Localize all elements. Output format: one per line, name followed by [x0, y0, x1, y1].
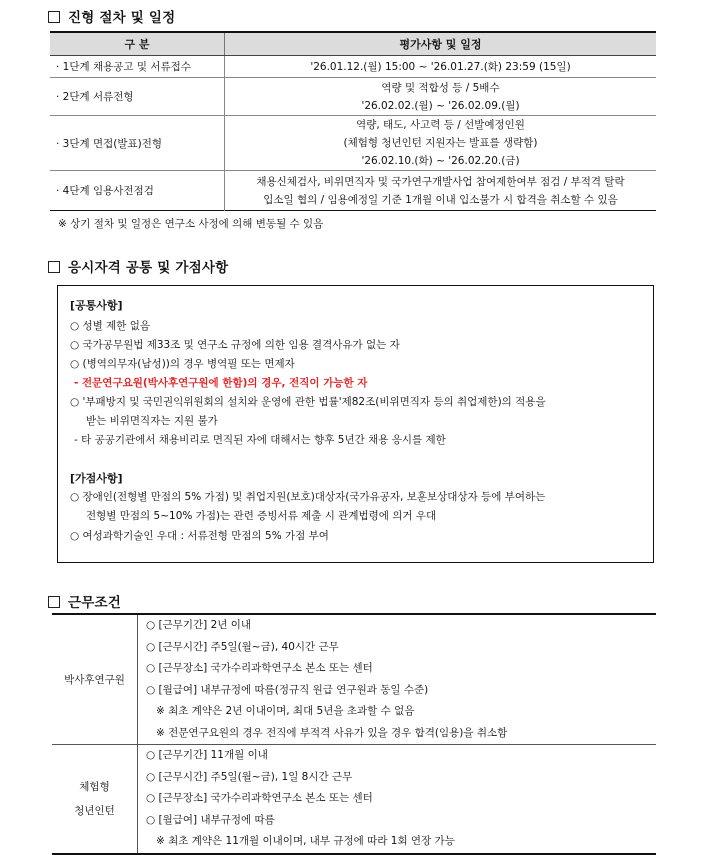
bonus-item: ○ 장애인(전형별 만점의 5% 가점) 및 취업지원(보호)대상자(국가유공자, 보훈보상대상자 등에 부여하는: [70, 491, 546, 503]
header-details: 평가사항 및 일정: [225, 32, 657, 56]
condition-line: ○ [월급여] 내부규정에 따름(정규직 원급 연구원과 동일 수준): [146, 683, 429, 696]
section1-title-text: 진형 절차 및 일정: [68, 10, 176, 26]
condition-line: ○ [근무기간] 11개월 이내: [146, 749, 268, 761]
condition-line: ○ [근무기간] 2년 이내: [146, 619, 252, 631]
section2-title-text: 응시자격 공통 및 가점사항: [68, 260, 229, 276]
table-row: [50, 171, 656, 211]
common-item: ○ '부패방지 및 국민권익위원회의 설치와 운영에 관한 법률'제82조(비위면직자 등의 취업제한)의 적용을: [70, 396, 546, 408]
square-bullet-icon: [48, 11, 60, 23]
condition-note: ※ 전문연구요원의 경우 전직에 부적격 사유가 있을 경우 합격(임용)을 취소함: [156, 726, 508, 739]
details-line: 역량, 태도, 사고력 등 / 선발예정인원: [356, 119, 525, 131]
condition-note: ※ 최초 계약은 11개월 이내이며, 내부 규정에 따라 1회 연장 가능: [156, 835, 455, 847]
details-line: (체험형 청년인턴 지원자는 발표를 생략함): [343, 137, 538, 149]
condition-note: ※ 최초 계약은 2년 이내이며, 최대 5년을 초과할 수 없음: [156, 705, 415, 717]
requirements-box: [57, 285, 654, 563]
process-table: [50, 31, 656, 211]
square-bullet-icon: [48, 596, 60, 608]
stage-cell: · 4단계 임용사전점검: [50, 171, 225, 211]
work-conditions-table: [52, 613, 656, 855]
condition-line: ○ [근무장소] 국가수리과학연구소 본소 또는 센터: [146, 662, 373, 674]
group-label: [52, 745, 138, 854]
table-row: [52, 745, 656, 854]
details-cell: [225, 56, 657, 78]
table-row: [50, 56, 656, 78]
condition-line: ○ [근무시간] 주5일(월~금), 1일 8시간 근무: [146, 770, 353, 783]
section1-title: [48, 6, 175, 26]
common-item: ○ 성별 제한 없음: [70, 320, 151, 332]
bonus-item: ○ 여성과학기술인 우대 : 서류전형 만점의 5% 가점 부여: [70, 530, 329, 542]
details-line: '26.02.02.(월) ~ '26.02.09.(월): [361, 99, 520, 112]
table-row: [50, 78, 656, 116]
common-item: ○ (병역의무자(남성))의 경우 병역필 또는 면제자: [70, 358, 295, 370]
stage-cell: · 1단계 채용공고 및 서류접수: [50, 56, 225, 78]
details-line: 채용신체검사, 비위면직자 및 국가연구개발사업 참여제한여부 점검 / 부적격 탈락: [256, 175, 625, 188]
common-item: - 타 공공기관에서 채용비리로 면직된 자에 대해서는 향후 5년간 채용 응시를 제한: [74, 434, 446, 446]
condition-line: ○ [근무시간] 주5일(월~금), 40시간 근무: [146, 640, 339, 653]
stage-cell: · 3단계 면접(발표)전형: [50, 116, 225, 171]
common-item-continued: 받는 비위면직자는 지원 불가: [86, 415, 218, 427]
square-bullet-icon: [48, 261, 60, 273]
details-cell: [225, 116, 657, 171]
details-cell: [225, 171, 657, 211]
table-header-row: [50, 32, 656, 56]
group-label-line: 청년인턴: [74, 804, 115, 817]
group-label: 박사후연구원: [52, 614, 138, 745]
bonus-heading: [가점사항]: [70, 472, 123, 485]
table-row: [50, 116, 656, 171]
section3-title: [48, 591, 121, 611]
group-label-line: 체험형: [79, 780, 110, 793]
common-heading: [공통사항]: [70, 299, 123, 312]
details-line: '26.01.12.(월) 15:00 ~ '26.01.27.(화) 23:59 (15일): [310, 60, 571, 73]
group-details: [138, 745, 657, 854]
section3-title-text: 근무조건: [68, 595, 121, 611]
details-line: 역량 및 적합성 등 / 5배수: [381, 81, 500, 94]
stage-cell: · 2단계 서류전형: [50, 78, 225, 116]
details-line: 입소일 협의 / 임용예정일 기준 1개월 이내 입소불가 시 합격을 취소할 수 있음: [263, 193, 618, 206]
condition-line: ○ [월급여] 내부규정에 따름: [146, 813, 275, 826]
common-item: ○ 국가공무원법 제33조 및 연구소 규정에 의한 임용 결격사유가 없는 자: [70, 339, 400, 351]
header-stage: 구 분: [50, 32, 225, 56]
schedule-note: ※ 상기 절차 및 일정은 연구소 사정에 의해 변동될 수 있음: [58, 218, 324, 230]
common-item-highlight: - 전문연구요원(박사후연구원에 한함)의 경우, 전직이 가능한 자: [74, 377, 368, 389]
details-cell: [225, 78, 657, 116]
section2-title: [48, 256, 228, 276]
bonus-item-continued: 전형별 만점의 5~10% 가점)는 관련 증빙서류 제출 시 관계법령에 의거 우대: [86, 510, 437, 522]
condition-line: ○ [근무장소] 국가수리과학연구소 본소 또는 센터: [146, 792, 373, 804]
table-row: [52, 614, 656, 745]
group-details: [138, 614, 657, 745]
details-line: '26.02.10.(화) ~ '26.02.20.(금): [361, 155, 520, 167]
